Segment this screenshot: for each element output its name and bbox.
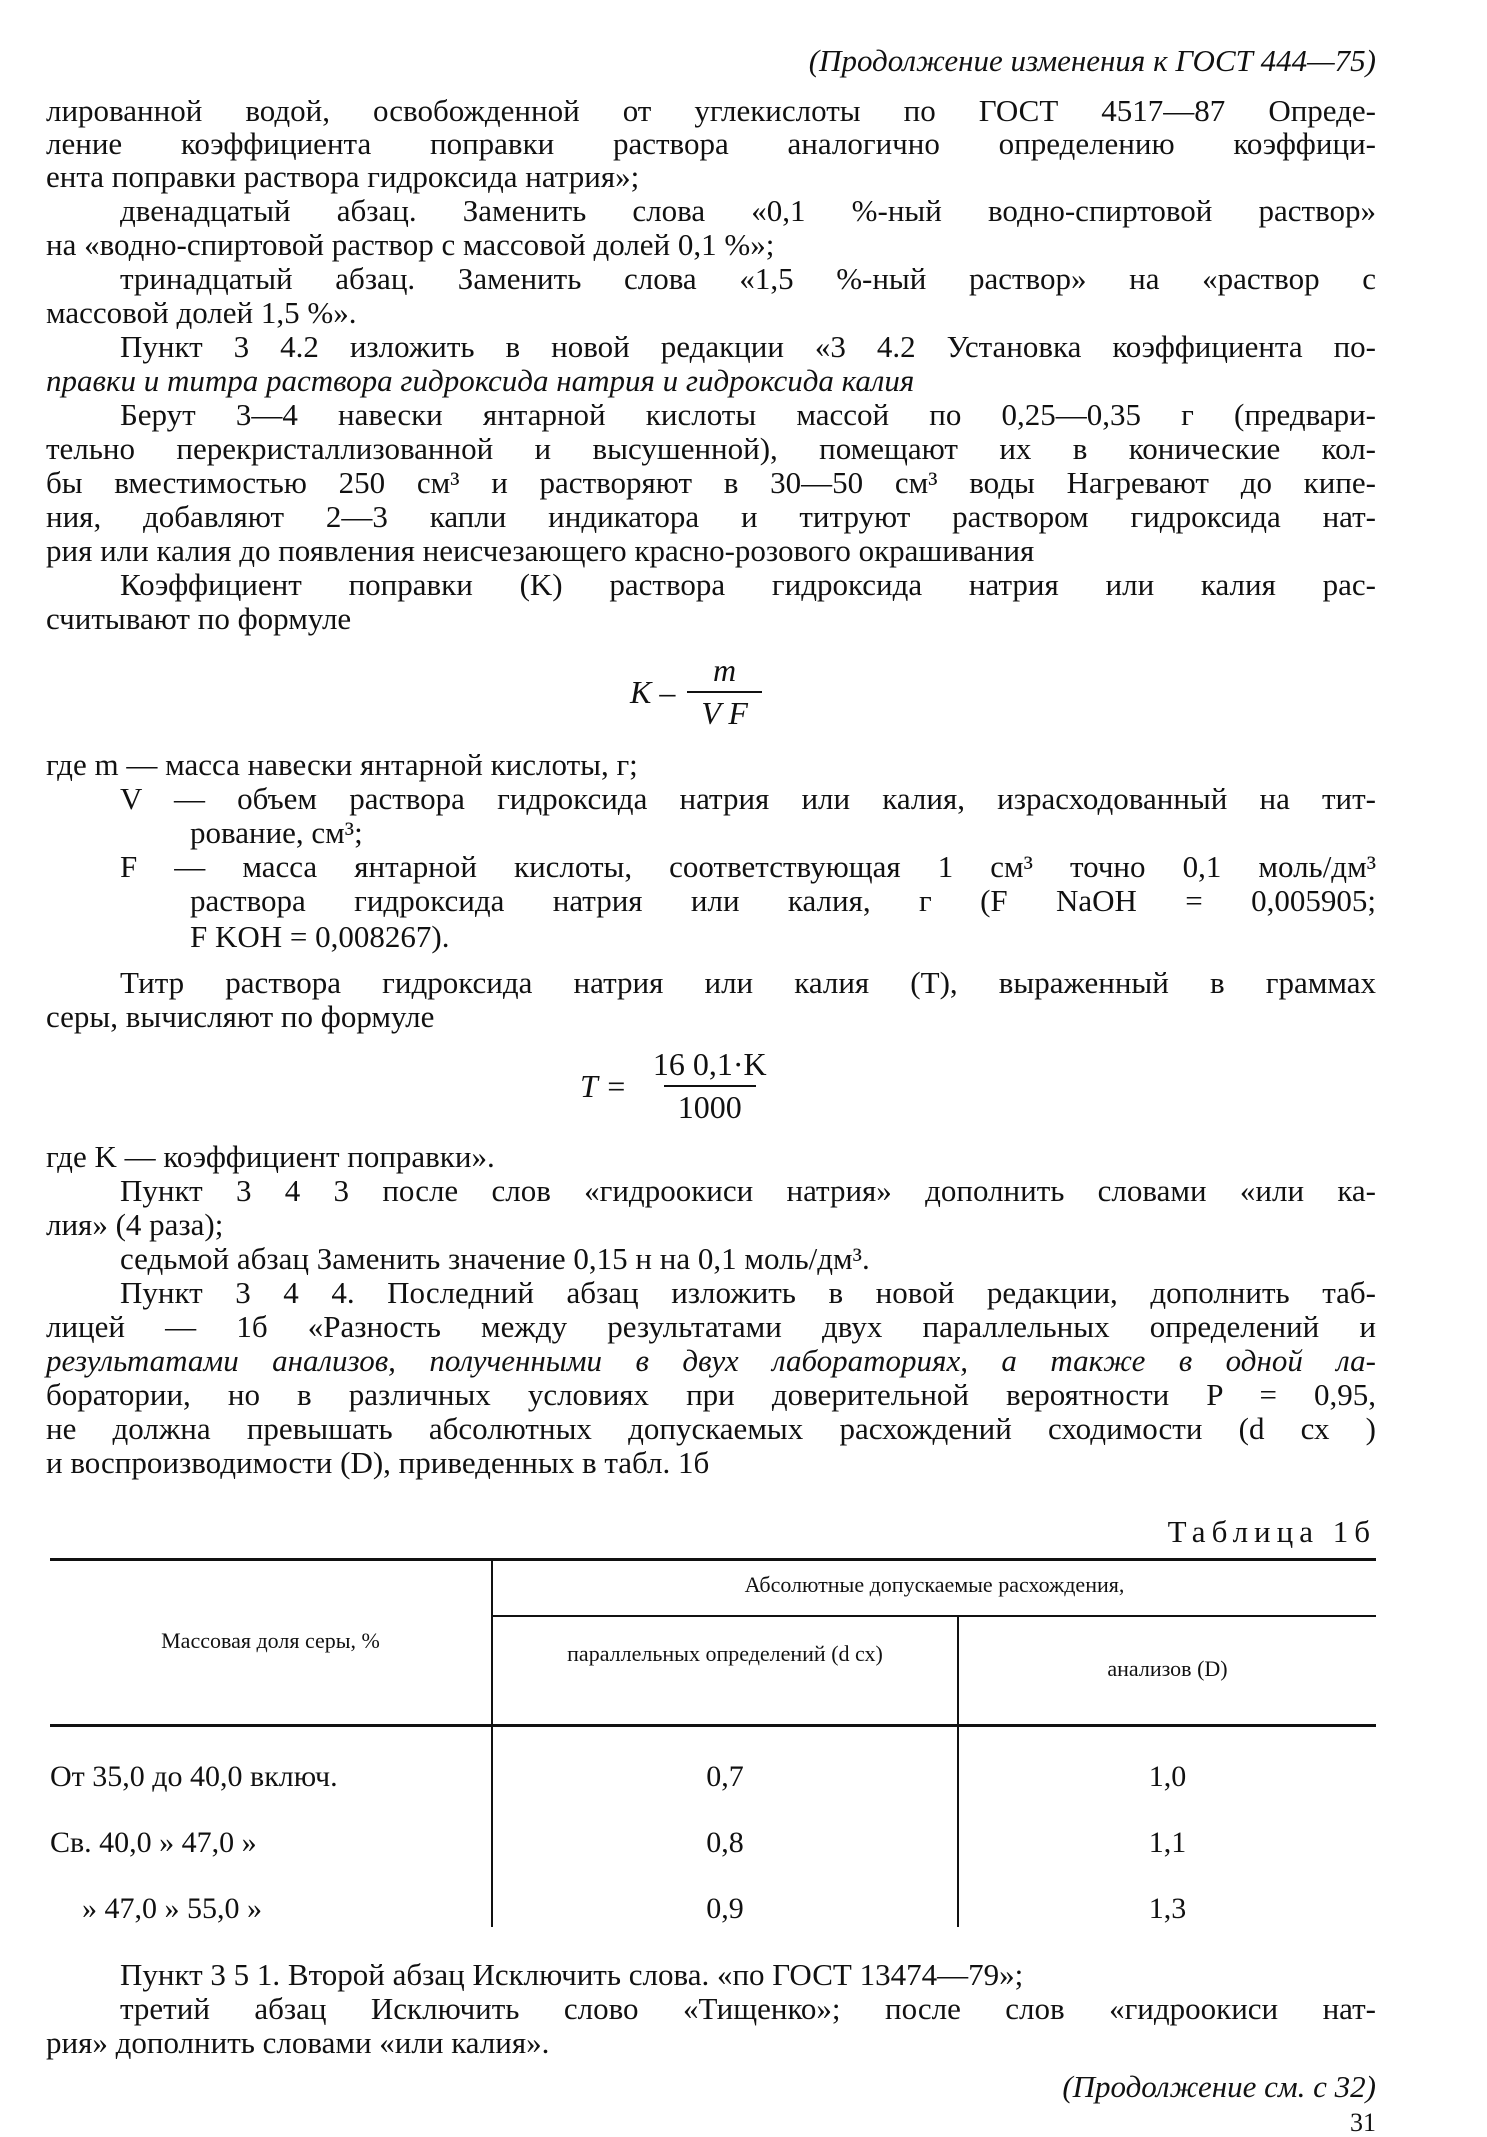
- formula-fraction: [687, 652, 762, 732]
- text-line: Пункт 3 4 4. Последний абзац изложить в новой редакции, дополнить таб-: [120, 1275, 1376, 1310]
- text-line: седьмой абзац Заменить значение 0,15 н на 0,1 моль/дм³.: [120, 1241, 870, 1276]
- table-col-header: параллельных определений (d сх): [567, 1641, 883, 1666]
- where-line: рование, см³;: [190, 815, 363, 850]
- table-cell: 0,7: [706, 1760, 744, 1793]
- text-line: серы, вычисляют по формуле: [46, 999, 435, 1034]
- table-row-label: От 35,0 до 40,0 включ.: [50, 1760, 338, 1793]
- where-line: F — масса янтарной кислоты, соответствующая 1 см³ точно 0,1 моль/дм³: [120, 849, 1376, 884]
- text-line: рия» дополнить словами «или калия».: [46, 2025, 550, 2060]
- table-cell: 0,9: [706, 1892, 744, 1925]
- text-line: тельно перекристаллизованной и высушенной), помещают их в конические кол-: [46, 431, 1376, 466]
- table-group-header: Абсолютные допускаемые расхождения,: [744, 1572, 1125, 1597]
- text-line: боратории, но в различных условиях при доверительной вероятности P = 0,95,: [46, 1377, 1376, 1412]
- formula-denominator: 1000: [664, 1085, 756, 1126]
- formula-denominator: V F: [687, 691, 762, 732]
- formula-lhs: K –: [630, 673, 676, 710]
- where-line: V — объем раствора гидроксида натрия или калия, израсходованный на тит-: [120, 781, 1376, 816]
- text-line: бы вместимостью 250 см³ и растворяют в 30—50 см³ воды Нагревают до кипе-: [46, 465, 1376, 500]
- text-line: массовой долей 1,5 %».: [46, 295, 357, 330]
- formula-numerator: 16 0,1·K: [652, 1046, 767, 1082]
- table-cell: 0,8: [706, 1826, 744, 1859]
- page-number: 31: [1350, 2108, 1376, 2137]
- text-line: не должна превышать абсолютных допускаемых расхождений сходимости (d сх ): [46, 1411, 1376, 1446]
- where-line: где m — масса навески янтарной кислоты, г;: [46, 747, 638, 782]
- formula-numerator: m: [713, 652, 737, 688]
- where-line: F KOH = 0,008267).: [190, 919, 450, 954]
- text-line: Титр раствора гидроксида натрия или калия (T), выраженный в граммах: [120, 965, 1376, 1000]
- text-line: лицей — 1б «Разность между результатами двух параллельных определений и: [46, 1309, 1376, 1344]
- text-line: ента поправки раствора гидроксида натрия»;: [46, 159, 640, 194]
- text-line: на «водно-спиртовой раствор с массовой долей 0,1 %»;: [46, 227, 775, 262]
- text-line: тринадцатый абзац. Заменить слова «1,5 %-ный раствор» на «раствор с: [120, 261, 1376, 296]
- text-line: Пункт 3 5 1. Второй абзац Исключить слова. «по ГОСТ 13474—79»;: [120, 1957, 1024, 1992]
- text-line: считывают по формуле: [46, 601, 352, 636]
- formula-titre: [580, 1046, 781, 1126]
- text-line: и воспроизводимости (D), приведенных в табл. 1б: [46, 1445, 710, 1480]
- text-line: рия или калия до появления неисчезающего красно-розового окрашивания: [46, 533, 1035, 568]
- text-line: Коэффициент поправки (K) раствора гидроксида натрия или калия рас-: [120, 567, 1376, 602]
- text-line: ния, добавляют 2—3 капли индикатора и титруют раствором гидроксида нат-: [46, 499, 1376, 534]
- text-line: правки и титра раствора гидроксида натрия и гидроксида калия: [46, 363, 915, 398]
- table-row-label: Св. 40,0 » 47,0 »: [50, 1826, 257, 1859]
- table-caption: Таблица 1б: [1167, 1514, 1376, 1549]
- continuation-header: (Продолжение изменения к ГОСТ 444—75): [808, 43, 1376, 78]
- text-line: Берут 3—4 навески янтарной кислоты массой по 0,25—0,35 г (предвари-: [120, 397, 1376, 432]
- text-line: ление коэффициента поправки раствора аналогично определению коэффици-: [46, 126, 1376, 161]
- text-line: где K — коэффициент поправки».: [46, 1139, 495, 1174]
- text-line: двенадцатый абзац. Заменить слова «0,1 %-ный водно-спиртовой раствор»: [120, 193, 1376, 228]
- text-line: третий абзац Исключить слово «Тищенко»; после слов «гидроокиси нат-: [120, 1991, 1376, 2026]
- text-line: Пункт 3 4.2 изложить в новой редакции «3 4.2 Установка коэффициента по-: [120, 329, 1376, 364]
- text-line: лированной водой, освобожденной от углекислоты по ГОСТ 4517—87 Опреде-: [46, 93, 1376, 128]
- formula-fraction: [639, 1046, 781, 1126]
- continuation-footer: (Продолжение см. с 32): [1062, 2069, 1376, 2104]
- table-cell: 1,1: [1148, 1826, 1187, 1859]
- table-header-rule: [50, 1724, 1376, 1727]
- table-row-label: » 47,0 » 55,0 »: [82, 1892, 262, 1925]
- table-group-rule: [493, 1615, 1376, 1617]
- table-col-header: Массовая доля серы, %: [161, 1628, 380, 1653]
- text-line: результатами анализов, полученными в двух лабораториях, а также в одной ла-: [46, 1343, 1376, 1378]
- text-line: Пункт 3 4 3 после слов «гидроокиси натрия» дополнить словами «или ка-: [120, 1173, 1376, 1208]
- formula-lhs: T =: [580, 1067, 627, 1104]
- table-top-rule: [50, 1558, 1376, 1561]
- formula-correction-coefficient: [630, 652, 762, 732]
- table-cell: 1,0: [1148, 1760, 1187, 1793]
- table-col-header: анализов (D): [1107, 1656, 1228, 1681]
- table-cell: 1,3: [1148, 1892, 1187, 1925]
- where-line: раствора гидроксида натрия или калия, г (F NaOH = 0,005905;: [190, 883, 1376, 918]
- text-line: лия» (4 раза);: [46, 1207, 224, 1242]
